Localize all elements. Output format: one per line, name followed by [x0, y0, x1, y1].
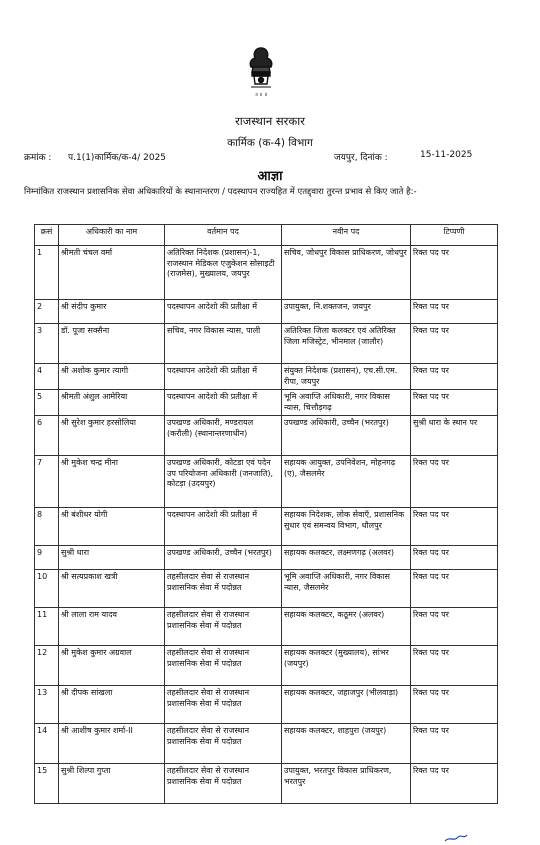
- cell-remark: रिक्त पद पर: [411, 300, 498, 324]
- table-row: [35, 646, 498, 686]
- table-row: [35, 390, 498, 416]
- cell-sn: 7: [35, 456, 59, 508]
- transfer-table: [34, 224, 498, 804]
- department-name: कार्मिक (क-4) विभाग: [227, 137, 313, 149]
- cell-officer-name: सुश्री धारा: [59, 546, 165, 570]
- cell-officer-name: श्री मुकेश चन्द्र मीना: [59, 456, 165, 508]
- cell-officer-name: सुश्री शिल्पा गुप्ता: [59, 764, 165, 804]
- cell-officer-name: श्रीमती चंचल वर्मा: [59, 246, 165, 300]
- cell-current-post: सचिव, नगर विकास न्यास, पाली: [165, 324, 282, 364]
- svg-text:॥ ॥ ॥: ॥ ॥ ॥: [254, 92, 268, 98]
- table-row: [35, 686, 498, 724]
- cell-current-post: पदस्थापन आदेशो की प्रतीक्षा में: [165, 300, 282, 324]
- cell-sn: 4: [35, 364, 59, 390]
- table-row: [35, 508, 498, 546]
- table-row: [35, 300, 498, 324]
- cell-officer-name: श्री सत्यप्रकाश खत्री: [59, 570, 165, 608]
- table-row: [35, 546, 498, 570]
- cell-new-post: भूमि अवाप्ति अधिकारी, नगर विकास न्यास, चित्तौड़गढ़: [282, 390, 411, 416]
- cell-sn: 2: [35, 300, 59, 324]
- cell-officer-name: श्री आशीष कुमार शर्मा-II: [59, 724, 165, 764]
- cell-current-post: उपखण्ड अधिकारी, मण्डरायल (करौली) (स्थानान्तरणाधीन): [165, 416, 282, 456]
- table-row: [35, 570, 498, 608]
- cell-remark: रिक्त पद पर: [411, 246, 498, 300]
- cell-remark: रिक्त पद पर: [411, 608, 498, 646]
- cell-officer-name: डॉ. पूजा सक्सैना: [59, 324, 165, 364]
- state-emblem-icon: [243, 44, 279, 102]
- cell-current-post: तहसीलदार सेवा से राजस्थान प्रशासनिक सेवा में पदोन्नत: [165, 724, 282, 764]
- cell-new-post: अतिरिक्त जिला कलक्टर एवं अतिरिक्त जिला मजिस्ट्रेट, भीनमाल (जालौर): [282, 324, 411, 364]
- table-row: [35, 246, 498, 300]
- cell-current-post: तहसीलदार सेवा से राजस्थान प्रशासनिक सेवा में पदोन्नत: [165, 570, 282, 608]
- intro-text: निम्नांकित राजस्थान प्रशासनिक सेवा अधिकारियों के स्थानान्तरण / पदस्थापन राज्यहित में एतद्द्वारा तुरन्त प्रभाव से किए जाते है:-: [24, 187, 417, 197]
- cell-new-post: सचिव, जोधपुर विकास प्राधिकरण, जोधपुर: [282, 246, 411, 300]
- cell-current-post: तहसीलदार सेवा से राजस्थान प्रशासनिक सेवा में पदोन्नत: [165, 608, 282, 646]
- place-date-label: जयपुर, दिनांक :: [334, 153, 388, 163]
- table-row: [35, 456, 498, 508]
- cell-current-post: तहसीलदार सेवा से राजस्थान प्रशासनिक सेवा में पदोन्नत: [165, 686, 282, 724]
- cell-current-post: तहसीलदार सेवा से राजस्थान प्रशासनिक सेवा में पदोन्नत: [165, 646, 282, 686]
- cell-officer-name: श्री सुरेश कुमार हरसोलिया: [59, 416, 165, 456]
- cell-new-post: सहायक कलक्टर (मुख्यालय), सांभर (जयपुर): [282, 646, 411, 686]
- cell-officer-name: श्री दीपक सांखला: [59, 686, 165, 724]
- table-header-row: [35, 225, 498, 246]
- signature-icon: [444, 833, 468, 843]
- cell-remark: रिक्त पद पर: [411, 724, 498, 764]
- column-header-remark: टिप्पणी: [411, 225, 498, 246]
- cell-sn: 10: [35, 570, 59, 608]
- table-row: [35, 324, 498, 364]
- cell-sn: 11: [35, 608, 59, 646]
- table-row: [35, 364, 498, 390]
- cell-officer-name: श्री मुकेश कुमार अग्रवाल: [59, 646, 165, 686]
- cell-new-post: उपखण्ड अधिकारी, उच्चैन (भरतपुर): [282, 416, 411, 456]
- cell-current-post: पदस्थापन आदेशो की प्रतीक्षा में: [165, 364, 282, 390]
- column-header-sn: क्रसं: [35, 225, 59, 246]
- cell-sn: 6: [35, 416, 59, 456]
- table-row: [35, 764, 498, 804]
- reference-number: प.1(1)कार्मिक/क-4/ 2025: [68, 153, 167, 163]
- cell-new-post: सहायक कलक्टर, लक्ष्मणगढ़ (अलवर): [282, 546, 411, 570]
- table-row: [35, 724, 498, 764]
- cell-officer-name: श्री संदीप कुमार: [59, 300, 165, 324]
- cell-sn: 12: [35, 646, 59, 686]
- reference-label: क्रमांक :: [24, 153, 52, 163]
- order-date: 15-11-2025: [420, 150, 473, 160]
- cell-remark: रिक्त पद पर: [411, 508, 498, 546]
- cell-new-post: सहायक कलक्टर, कठूमर (अलवर): [282, 608, 411, 646]
- table-row: [35, 608, 498, 646]
- cell-officer-name: श्रीमती अंशुल आमेरिया: [59, 390, 165, 416]
- government-name: राजस्थान सरकार: [235, 114, 305, 128]
- cell-current-post: पदस्थापन आदेशो की प्रतीक्षा में: [165, 508, 282, 546]
- table-row: [35, 416, 498, 456]
- column-header-new-post: नवीन पद: [282, 225, 411, 246]
- cell-remark: रिक्त पद पर: [411, 570, 498, 608]
- cell-sn: 9: [35, 546, 59, 570]
- column-header-name: अधिकारी का नाम: [59, 225, 165, 246]
- cell-current-post: उपखण्ड अधिकारी, कोटडा एवं पदेन उप परियोजना अधिकारी (जनजाति), कोटड़ा (उदयपुर): [165, 456, 282, 508]
- cell-officer-name: श्री बंशीधर योगी: [59, 508, 165, 546]
- cell-remark: रिक्त पद पर: [411, 546, 498, 570]
- cell-remark: सुश्री धारा के स्थान पर: [411, 416, 498, 456]
- cell-new-post: संयुक्त निदेशक (प्रशासन), एच.सी.एम. रीपा, जयपुर: [282, 364, 411, 390]
- cell-new-post: सहायक आयुक्त, उपनिवेशन, मोहनगढ़ (ए), जैसलमेर: [282, 456, 411, 508]
- cell-new-post: सहायक कलक्टर, जहाजपुर (भीलवाड़ा): [282, 686, 411, 724]
- cell-sn: 13: [35, 686, 59, 724]
- cell-new-post: भूमि अवाप्ति अधिकारी, नगर विकास न्यास, जैसलमेर: [282, 570, 411, 608]
- cell-sn: 15: [35, 764, 59, 804]
- cell-new-post: सहायक निदेशक, लोक सेवाएँ, प्रशासनिक सुधार एवं समन्वय विभाग, धौलपुर: [282, 508, 411, 546]
- cell-sn: 14: [35, 724, 59, 764]
- order-title: आज्ञा: [257, 169, 283, 184]
- cell-remark: रिक्त पद पर: [411, 456, 498, 508]
- cell-current-post: पदस्थापन आदेशो की प्रतीक्षा में: [165, 390, 282, 416]
- cell-remark: रिक्त पद पर: [411, 324, 498, 364]
- cell-remark: रिक्त पद पर: [411, 364, 498, 390]
- cell-new-post: उपायुक्त, नि.शक्तजन, जयपुर: [282, 300, 411, 324]
- cell-remark: रिक्त पद पर: [411, 390, 498, 416]
- cell-sn: 1: [35, 246, 59, 300]
- cell-new-post: सहायक कलक्टर, शाहपुरा (जयपुर): [282, 724, 411, 764]
- cell-sn: 5: [35, 390, 59, 416]
- cell-remark: रिक्त पद पर: [411, 764, 498, 804]
- cell-sn: 8: [35, 508, 59, 546]
- cell-remark: रिक्त पद पर: [411, 686, 498, 724]
- column-header-current-post: वर्तमान पद: [165, 225, 282, 246]
- cell-current-post: उपखण्ड अधिकारी, उच्चैन (भरतपुर): [165, 546, 282, 570]
- cell-current-post: अतिरिक्त निदेशक (प्रशासन)-1, राजस्थान मेडिकल एजुकेशन सोसाइटी (राजमेस), मुख्यालय, जयपुर: [165, 246, 282, 300]
- cell-remark: रिक्त पद पर: [411, 646, 498, 686]
- cell-new-post: उपायुक्त, भरतपुर विकास प्राधिकरण, भरतपुर: [282, 764, 411, 804]
- cell-current-post: तहसीलदार सेवा से राजस्थान प्रशासनिक सेवा में पदोन्नत: [165, 764, 282, 804]
- cell-officer-name: श्री अशोक कुमार त्यागी: [59, 364, 165, 390]
- cell-officer-name: श्री लाला राम यादव: [59, 608, 165, 646]
- cell-sn: 3: [35, 324, 59, 364]
